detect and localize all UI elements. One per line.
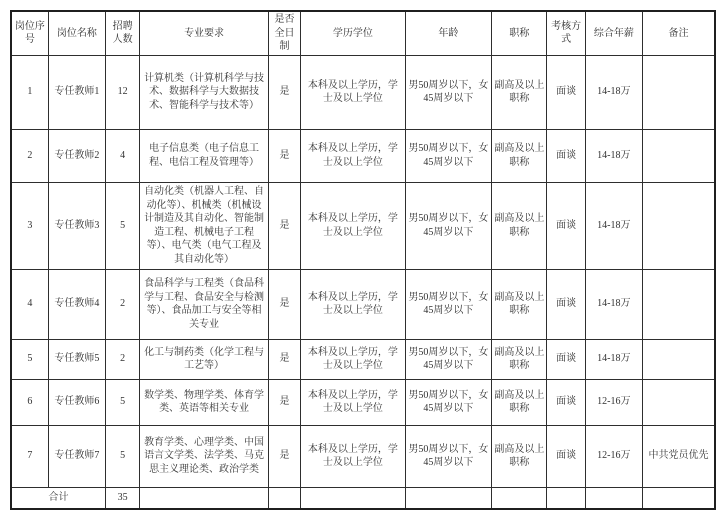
table-row [11,379,715,425]
recruitment-table [10,10,716,510]
cell-recruit-count: 5 [106,379,140,425]
cell-annual-salary: 12-16万 [585,379,642,425]
header-title: 职称 [492,11,547,55]
cell-position-name: 专任教师4 [48,269,105,339]
cell-age: 男50周岁以下，女45周岁以下 [405,55,491,129]
cell-age: 男50周岁以下，女45周岁以下 [405,182,491,269]
total-empty-age [405,487,491,509]
cell-degree: 本科及以上学历，学士及以上学位 [301,339,406,379]
cell-assessment-method: 面谈 [547,55,585,129]
total-empty-remarks [643,487,716,509]
cell-assessment-method: 面谈 [547,339,585,379]
cell-recruit-count: 5 [106,425,140,487]
cell-fulltime: 是 [268,379,300,425]
cell-major-requirements: 自动化类（机器人工程、自动化等）、机械类（机械设计制造及其自动化、智能制造工程、机械电子工程等）、电气类（电气工程及其自动化等） [140,182,269,269]
total-empty-fulltime [268,487,300,509]
total-empty-degree [301,487,406,509]
cell-position-no: 1 [11,55,48,129]
table-row [11,182,715,269]
cell-age: 男50周岁以下，女45周岁以下 [405,425,491,487]
cell-position-no: 4 [11,269,48,339]
cell-assessment-method: 面谈 [547,182,585,269]
cell-position-name: 专任教师7 [48,425,105,487]
cell-major-requirements: 化工与制药类（化学工程与工艺等） [140,339,269,379]
cell-remarks [643,379,716,425]
cell-position-name: 专任教师6 [48,379,105,425]
cell-position-name: 专任教师2 [48,129,105,182]
cell-fulltime: 是 [268,269,300,339]
cell-title: 副高及以上职称 [492,55,547,129]
cell-age: 男50周岁以下，女45周岁以下 [405,269,491,339]
cell-age: 男50周岁以下，女45周岁以下 [405,129,491,182]
cell-title: 副高及以上职称 [492,269,547,339]
cell-remarks [643,129,716,182]
cell-position-no: 6 [11,379,48,425]
total-row [11,487,715,509]
cell-major-requirements: 教育学类、心理学类、中国语言文学类、法学类、马克思主义理论类、政治学类 [140,425,269,487]
cell-position-name: 专任教师1 [48,55,105,129]
cell-age: 男50周岁以下，女45周岁以下 [405,379,491,425]
cell-fulltime: 是 [268,129,300,182]
cell-recruit-count: 2 [106,269,140,339]
cell-annual-salary: 14-18万 [585,129,642,182]
header-age: 年龄 [405,11,491,55]
cell-degree: 本科及以上学历，学士及以上学位 [301,55,406,129]
cell-title: 副高及以上职称 [492,339,547,379]
cell-degree: 本科及以上学历，学士及以上学位 [301,379,406,425]
header-degree: 学历学位 [301,11,406,55]
cell-title: 副高及以上职称 [492,425,547,487]
total-empty-salary [585,487,642,509]
cell-position-no: 5 [11,339,48,379]
header-assessment-method: 考核方式 [547,11,585,55]
total-empty-title [492,487,547,509]
cell-recruit-count: 2 [106,339,140,379]
header-row [11,11,715,55]
header-major-requirements: 专业要求 [140,11,269,55]
cell-position-no: 7 [11,425,48,487]
cell-position-name: 专任教师5 [48,339,105,379]
cell-fulltime: 是 [268,339,300,379]
cell-annual-salary: 14-18万 [585,55,642,129]
total-label: 合计 [11,487,106,509]
table-row [11,129,715,182]
cell-fulltime: 是 [268,55,300,129]
table-row [11,269,715,339]
cell-annual-salary: 14-18万 [585,339,642,379]
recruitment-table-page [0,10,726,510]
table-row [11,339,715,379]
cell-recruit-count: 4 [106,129,140,182]
total-count: 35 [106,487,140,509]
cell-recruit-count: 12 [106,55,140,129]
table-row [11,55,715,129]
cell-major-requirements: 电子信息类（电子信息工程、电信工程及管理等） [140,129,269,182]
cell-remarks: 中共党员优先 [643,425,716,487]
cell-title: 副高及以上职称 [492,379,547,425]
cell-assessment-method: 面谈 [547,269,585,339]
table-row [11,425,715,487]
header-fulltime: 是否全日制 [268,11,300,55]
cell-title: 副高及以上职称 [492,182,547,269]
cell-position-no: 2 [11,129,48,182]
header-position-name: 岗位名称 [48,11,105,55]
cell-major-requirements: 数学类、物理学类、体育学类、英语等相关专业 [140,379,269,425]
header-annual-salary: 综合年薪 [585,11,642,55]
cell-annual-salary: 12-16万 [585,425,642,487]
cell-degree: 本科及以上学历，学士及以上学位 [301,129,406,182]
cell-title: 副高及以上职称 [492,129,547,182]
cell-remarks [643,182,716,269]
cell-position-no: 3 [11,182,48,269]
cell-major-requirements: 计算机类（计算机科学与技术、数据科学与大数据技术、智能科学与技术等） [140,55,269,129]
cell-assessment-method: 面谈 [547,379,585,425]
cell-degree: 本科及以上学历，学士及以上学位 [301,269,406,339]
cell-remarks [643,269,716,339]
cell-degree: 本科及以上学历，学士及以上学位 [301,182,406,269]
cell-annual-salary: 14-18万 [585,269,642,339]
header-remarks: 备注 [643,11,716,55]
cell-position-name: 专任教师3 [48,182,105,269]
cell-major-requirements: 食品科学与工程类（食品科学与工程、食品安全与检测等）、食品加工与安全等相关专业 [140,269,269,339]
total-empty-method [547,487,585,509]
cell-degree: 本科及以上学历，学士及以上学位 [301,425,406,487]
cell-fulltime: 是 [268,182,300,269]
cell-assessment-method: 面谈 [547,425,585,487]
cell-assessment-method: 面谈 [547,129,585,182]
header-position-no: 岗位序号 [11,11,48,55]
header-recruit-count: 招聘人数 [106,11,140,55]
cell-annual-salary: 14-18万 [585,182,642,269]
cell-age: 男50周岁以下，女45周岁以下 [405,339,491,379]
cell-remarks [643,339,716,379]
total-empty-major [140,487,269,509]
cell-recruit-count: 5 [106,182,140,269]
cell-fulltime: 是 [268,425,300,487]
cell-remarks [643,55,716,129]
